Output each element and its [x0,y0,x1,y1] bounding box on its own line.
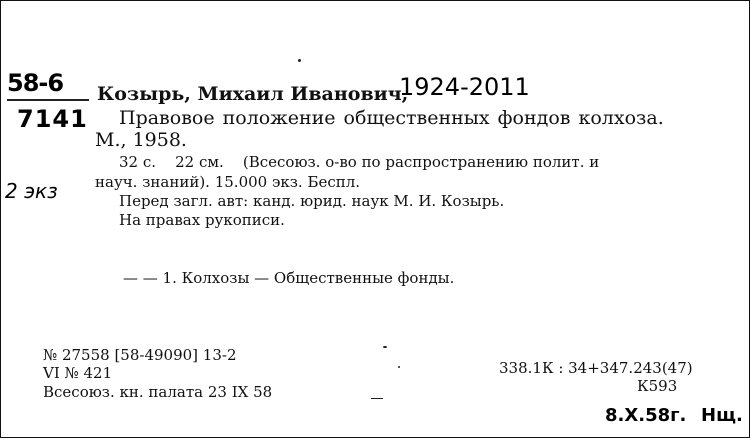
handwritten-copies-note: 2 экз [5,179,58,203]
title-line-1: Правовое положение общественных фондов колхоза. [119,107,664,129]
stray-dot [298,59,301,62]
handwritten-initials: Нщ. [701,405,743,426]
stray-dash [371,398,383,399]
author-heading: Козырь, Михаил Иванович, [97,83,409,105]
note-line-1: Перед загл. авт: канд. юрид. наук М. И. Козырь. [119,192,505,210]
stray-dot [398,366,400,368]
footer-chamber: Всесоюз. кн. палата 23 IX 58 [43,383,273,401]
handwritten-years: 1924-2011 [399,73,530,101]
call-number-top: 58-6 [7,69,64,97]
title-line-2: М., 1958. [95,129,187,151]
stray-dot [383,346,387,348]
note-line-2: На правах рукописи. [119,211,285,229]
physical-description-line-2: науч. знаний). 15.000 экз. Беспл. [95,173,361,191]
subject-heading: — — 1. Колхозы — Общественные фонды. [123,269,455,287]
call-number-underline [7,99,89,101]
footer-series-number: VI № 421 [43,364,113,382]
classification-index: 338.1К : 34+347.243(47) [499,359,693,377]
call-number-bottom: 7141 [17,105,88,133]
handwritten-date: 8.X.58г. [605,405,687,426]
physical-description-line-1: 32 с. 22 см. (Всесоюз. о-во по распространению полит. и [119,153,600,171]
footer-registration-number: № 27558 [58-49090] 13-2 [43,346,237,364]
author-mark: К593 [637,377,678,395]
